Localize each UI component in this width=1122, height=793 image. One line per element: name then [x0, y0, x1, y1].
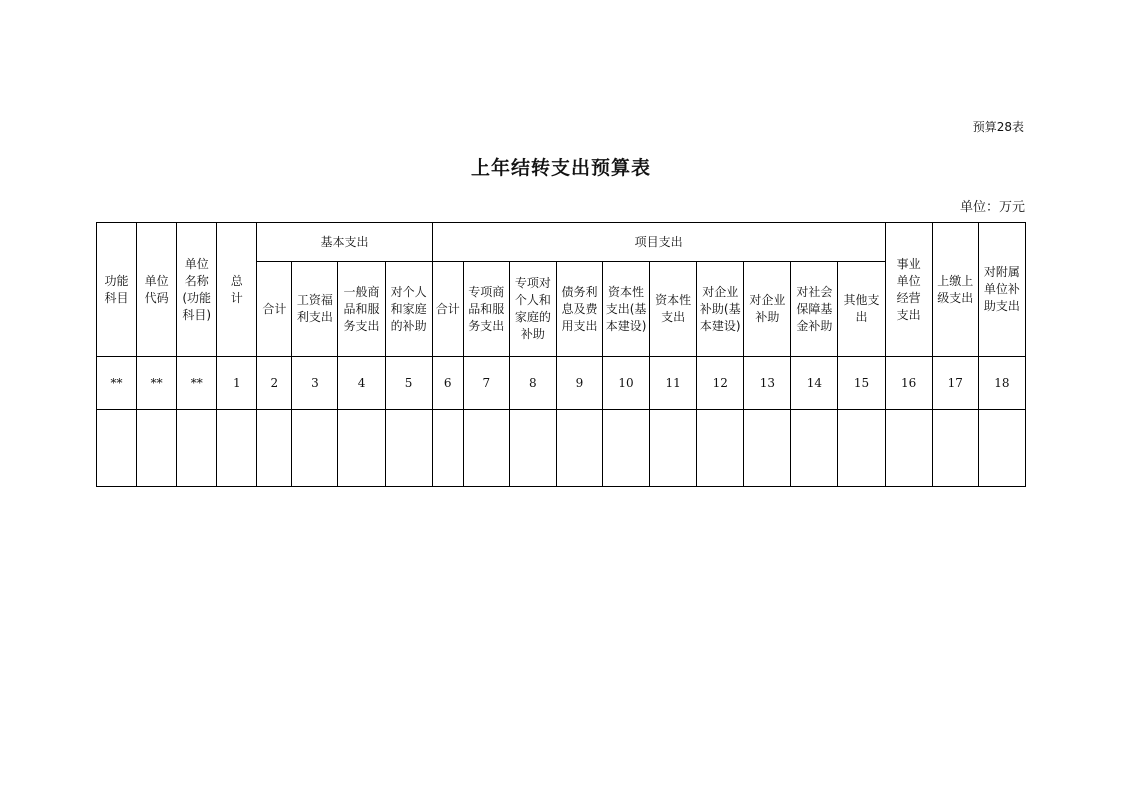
column-number: 13 — [744, 357, 791, 410]
table-cell — [509, 410, 556, 487]
column-number: 1 — [217, 357, 257, 410]
group-header-basic-expenditure: 基本支出 — [257, 223, 432, 262]
table-cell — [697, 410, 744, 487]
col-header-unit-name: 单位名称(功能科目) — [177, 223, 217, 357]
col-header-capital-construction: 资本性支出(基本建设) — [603, 262, 650, 357]
col-header-wages-welfare: 工资福利支出 — [292, 262, 338, 357]
column-number: ** — [177, 357, 217, 410]
unit-indicator — [960, 196, 1025, 215]
unit-value: 万元 — [998, 200, 1025, 215]
col-header-goods-services: 一般商品和服务支出 — [338, 262, 385, 357]
table-cell — [217, 410, 257, 487]
column-number: 10 — [603, 357, 650, 410]
form-number: 预算28表 — [972, 120, 1024, 134]
column-number-row — [97, 357, 1026, 410]
table-cell — [932, 410, 978, 487]
table-cell — [432, 410, 463, 487]
column-number: 9 — [556, 357, 602, 410]
column-number: ** — [137, 357, 177, 410]
column-number: 12 — [697, 357, 744, 410]
column-number: 16 — [885, 357, 932, 410]
col-header-social-security-subsidy: 对社会保障基金补助 — [791, 262, 838, 357]
table-cell — [177, 410, 217, 487]
col-header-debt-interest: 债务利息及费用支出 — [556, 262, 602, 357]
column-number: 3 — [292, 357, 338, 410]
table-cell — [838, 410, 885, 487]
budget-table — [96, 222, 1026, 487]
table-cell — [744, 410, 791, 487]
column-number: 7 — [463, 357, 509, 410]
table-cell — [791, 410, 838, 487]
table-cell — [885, 410, 932, 487]
table-cell — [463, 410, 509, 487]
column-number: 15 — [838, 357, 885, 410]
table-row — [97, 410, 1026, 487]
col-header-unit-code: 单位代码 — [137, 223, 177, 357]
header-row-groups — [97, 223, 1026, 262]
col-header-total: 总 计 — [217, 223, 257, 357]
col-header-remit-superior: 上缴上级支出 — [932, 223, 978, 357]
col-header-institution-operating: 事业单位经营支出 — [885, 223, 932, 357]
table-cell — [338, 410, 385, 487]
col-header-subsidiary-subsidy: 对附属单位补助支出 — [978, 223, 1025, 357]
table-cell — [137, 410, 177, 487]
column-number: 17 — [932, 357, 978, 410]
page-title: 上年结转支出预算表 — [470, 157, 651, 179]
col-header-enterprise-subsidy: 对企业补助 — [744, 262, 791, 357]
unit-label: 单位： — [959, 200, 999, 215]
col-header-project-subtotal: 合计 — [432, 262, 463, 357]
table-cell — [97, 410, 137, 487]
column-number: ** — [97, 357, 137, 410]
group-header-project-expenditure: 项目支出 — [432, 223, 885, 262]
col-header-household-subsidy: 对个人和家庭的补助 — [385, 262, 432, 357]
table-cell — [257, 410, 292, 487]
table-cell — [603, 410, 650, 487]
column-number: 5 — [385, 357, 432, 410]
column-number: 18 — [978, 357, 1025, 410]
col-header-special-goods-services: 专项商品和服务支出 — [463, 262, 509, 357]
column-number: 6 — [432, 357, 463, 410]
col-header-capital-expenditure: 资本性支出 — [650, 262, 697, 357]
column-number: 4 — [338, 357, 385, 410]
table-cell — [385, 410, 432, 487]
table-cell — [292, 410, 338, 487]
column-number: 11 — [650, 357, 697, 410]
col-header-basic-subtotal: 合计 — [257, 262, 292, 357]
col-header-function-subject: 功能科目 — [97, 223, 137, 357]
table-cell — [556, 410, 602, 487]
table-cell — [650, 410, 697, 487]
col-header-special-household-subsidy: 专项对个人和家庭的补助 — [509, 262, 556, 357]
table-cell — [978, 410, 1025, 487]
column-number: 2 — [257, 357, 292, 410]
column-number: 8 — [509, 357, 556, 410]
col-header-other-expenditure: 其他支出 — [838, 262, 885, 357]
column-number: 14 — [791, 357, 838, 410]
col-header-enterprise-subsidy-construction: 对企业补助(基本建设) — [697, 262, 744, 357]
